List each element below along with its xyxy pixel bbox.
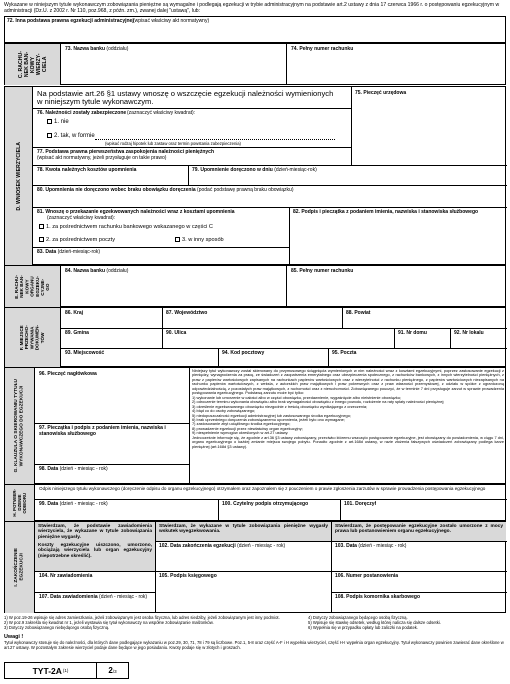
remarks-text: Tytuł wykonawczy stosuje się do należności, dla których dane podlegające wykazaniu w poz.29, 30, 71, 78 i 79 są liczbowe. Poz.1, 5-8 oraz część A-F i H wypełnia wierzyciel, część H-I wypełnia organ egzekucyjny. Tytuł wykonawczy powinien zawierać dane określone w art.27 ustawy. W pozostałym zakresie wierzyciel podaje dane będące w jego posiadaniu. Kwoty podaje się w złotych i groszach. [4, 640, 504, 650]
field-75-label: 75. Pieczęć urzędowa [355, 90, 407, 96]
field-72-box[interactable] [4, 16, 506, 43]
tak-checkbox[interactable] [47, 133, 52, 138]
section-g-title: G. KLAUZULA O SKIEROWANIU TYTUŁU WYKONAWCZEGO DO EGZEKUCJI [5, 368, 35, 484]
i-cell-4: Koszty egzekucyjne uiszczono, umorzono, obciążają wierzyciela lub organ egzekucyjny (niepotrzebne skreślić). [35, 541, 155, 571]
section-d [4, 86, 506, 265]
clause-footer: Jednocześnie informuje się, że zgodnie z art.36 §3 ustawy zobowiązany, przeciwko któremu wszczęto postępowanie egzekucyjne, jest obowiązany do powiadomienia, w ciągu 7 dni, organu egzekucyjnego o każdej zmianie miejsca swojego pobytu. Ponadto zgodnie z art.168d ustawy, w razie złożenia fałszywych oświadczeń zobowiązany podlega karze pieniężnej (art.168d §3 ustawy). [192, 434, 504, 449]
intro-text: Wykazane w niniejszym tytule wykonawczym zobowiązania pieniężne są wymagalne i podlegają egzekucji w trybie administracyjnym na podstawie art.2 ustawy z dnia 17 czerwca 1966 r. o postępowaniu egzekucyjnym w administracji (Dz.U. z 2002 r. Nr 110, poz.968, z późn. zm.), zwanej dalej "ustawą", lub: [4, 2, 500, 15]
field-101-label: 101. Doręczył [344, 501, 376, 507]
field-95-label: 95. Poczta [332, 350, 357, 356]
field-90-label: 90. Ulica [166, 330, 187, 336]
field-96-label: 96. Pieczęć nagłówkowa [39, 371, 97, 377]
section-d-header: Na podstawie art.26 §1 ustawy wnoszę o wszczęcie egzekucji należności wymienionych w niniejszym tytule wykonawczym. [37, 89, 334, 107]
field-77-note: (wpisać akt normatywny, jeżeli przysługuje on takie prawo) [37, 155, 167, 161]
footnotes-left: 1) W poz.19-26 wpisuje się adres zamieszkania, jeżeli zobowiązanym jest osoba fizyczna, lub adres siedziby, jeżeli zobowiązanym jest inny podmiot. 2) W poz.9 zakreśla się kwadrat nr 1, jeżeli wystawia się tytuł wykonawczy na współne zobowiązanie małżonków. 3) Dotyczy zobowiązanego niebędącego osobą fizyczną. [4, 615, 280, 630]
field-73-label: 73. Nazwa banku (oddziału) [65, 46, 129, 52]
field-91-label: 91. Nr domu [398, 330, 427, 336]
opt81-3-checkbox[interactable] [175, 237, 180, 242]
section-c [4, 43, 506, 85]
field-76-label: 76. Należności zostały zabezpieczone [37, 110, 127, 116]
i-cell-1: Stwierdzam, że podstawie zawiadomienia wierzyciela, że wykazane w tytule zobowiązania pieniężne wygasły. [35, 522, 155, 541]
section-d-title: D. WNIOSEK WIERZYCIELA [5, 87, 33, 265]
opt81-1-checkbox[interactable] [39, 224, 44, 229]
field-72-label: 72. Inna podstawa prawna egzekucji administracyjnej [7, 18, 134, 24]
field-79-label: 79. Upomnienie doręczono w dniu (dzień-miesiąc-rok) [192, 167, 317, 173]
field-76-note: (zaznaczyć właściwy kwadrat): [127, 110, 196, 116]
section-f [4, 307, 506, 367]
section-e [4, 265, 506, 307]
form-id: TYT-2A (1) [5, 663, 97, 678]
remarks-title: Uwagi ! [4, 634, 24, 640]
field-94-label: 94. Kod pocztowy [222, 350, 265, 356]
option-81-3[interactable]: 3. w inny sposób [175, 237, 224, 243]
field-98-label: 98. Data (dzień - miesiąc - rok) [39, 466, 108, 472]
field-81-label: 81. Wnoszę o przekazanie egzekwowanych należności wraz z kosztami upomnienia [37, 209, 235, 215]
section-f-title: F. MIEJSCE PRZECHO- WYWANIA DOKUMEN- TÓW [5, 308, 61, 367]
field-89-label: 89. Gmina [65, 330, 89, 336]
i-cell-2: Stwierdzam, że wykazane w tytule zobowiązania pieniężne wygasły wskutek wyegzekwowania. [156, 522, 331, 541]
field-86-label: 86. Kraj [65, 310, 84, 316]
field-108-label: 108. Podpis komornika skarbowego [335, 594, 421, 600]
field-76-sub: (wpisać rodzaj hipotek lub zastaw oraz termin powstania zabezpieczenia) [105, 141, 241, 146]
field-87-label: 87. Województwo [166, 310, 208, 316]
field-72-note: (wpisać właściwy akt normatywny) [133, 18, 210, 24]
field-82-label: 82. Podpis i pieczątka z podaniem imienia, nazwiska i stanowiska służbowego [293, 209, 479, 215]
field-106-label: 106. Numer postanowienia [335, 573, 399, 579]
receipt-text: Odpis niniejszego tytułu wykonawczego (doręczenie odpisu do organu egzekucyjnego) otrzymałem oraz zapoznałem się z pouczeniem o prawie zgłoszenia zarzutów w sprawie prowadzenia postępowania egzekucyjnego [39, 486, 486, 491]
field-103-label: 103. Data (dzień - miesiąc - rok) [335, 543, 407, 549]
field-104-label: 104. Nr zawiadomienia [39, 573, 93, 579]
field-81-note: (zaznaczyć właściwy kwadrat): [47, 215, 116, 221]
field-100-label: 100. Czytelny podpis otrzymującego [222, 501, 309, 507]
field-74-label: 74. Pełny numer rachunku [291, 46, 354, 52]
option-nie[interactable]: 1. nie [47, 119, 69, 125]
option-81-1[interactable]: 1. za pośrednictwem rachunku bankowego wskazanego w części C [39, 224, 213, 230]
i-cell-3: Stwierdzam, że postępowanie egzekucyjne zostało umorzone z mocy prawa lub postanowieniem organu egzekucyjnego. [332, 522, 506, 541]
field-85-label: 85. Pełny numer rachunku [291, 268, 354, 274]
field-78-label: 78. Kwota należnych kosztów upomnienia [37, 167, 137, 173]
field-84-label: 84. Nazwa banku (oddziału) [65, 268, 129, 274]
field-105-label: 105. Podpis księgowego [159, 573, 217, 579]
clause-list: 1) wykonanie lub umorzenie w całości albo w części obowiązku, przedawnienie, wygaśnięcie albo nieistnienie obowiązku; 2) odroczenie terminu wykonania obowiązku albo brak wymagalności obowiązku z innego powodu, rozłożenie na raty spłaty należności pieniężnej; 3) określenie egzekwowanego obowiązku niezgodnie z treścią obowiązku wynikającego z orzeczenia; 4) błąd co do osoby zobowiązanego; 5) niedopuszczalność egzekucji administracyjnej lub zastosowanego środka egzekucyjnego; 6) brak uprzedniego doręczenia zobowiązanemu upomnienia, jeżeli było ono wymagane; 7) zastosowanie zbyt uciążliwego środka egzekucyjnego; 8) prowadzenie egzekucji przez niewłaściwy organ egzekucyjny; 9) niespełnienie wymogów określonych w art.27 ustawy. [192, 394, 445, 436]
option-81-2[interactable]: 2. za pośrednictwem poczty [39, 237, 115, 243]
clause-text: Niniejszy tytuł wykonawczy został skierowany do przymusowego ściągnięcia wymienionych w nim należności wraz z kosztami egzekucyjnymi, poprzez zastosowanie egzekucji z pieniędzy, wynagrodzenia za pracę, ze świadczeń z zaopatrzenia emerytalnego oraz ubezpieczenia społecznego, z rachunków bankowych, z innych wierzytelności pieniężnych, z praw z papierów wartościowych zapisanych na rachunkach papierów wartościowych oraz z wierzytelności z rachunku pieniężnego, z papierów wartościowych niezapisanych na rachunku papierów wartościowych, z weksla, z autorskich praw majątkowych i praw pokrewnych oraz z praw własności przemysłowej, z udziału w spółce z ograniczoną odpowiedzialnością, z pozostałych praw majątkowych, z ruchomości oraz z nieruchomości. Zobowiązanego pouczyć, że w terminie 7 dni przysługuje zarzut w sprawie prowadzenia postępowania egzekucyjnego. Podstawą zarzutu może być tylko: [192, 368, 504, 396]
field-99-label: 99. Data (dzień - miesiąc - rok) [39, 501, 108, 507]
field-83-label: 83. Data (dzień-miesiąc-rok) [37, 249, 101, 255]
option-tak[interactable]: 2. tak, w formie [47, 133, 95, 139]
section-i-title: I. ZAKOŃCZENIE EGZEKUCJI [5, 522, 35, 613]
field-92-label: 92. Nr lokalu [454, 330, 484, 336]
opt81-2-checkbox[interactable] [39, 237, 44, 242]
nie-checkbox[interactable] [47, 119, 52, 124]
field-102-label: 102. Data zakończenia egzekucji (dzień - miesiąc - rok) [159, 543, 286, 549]
section-g [4, 367, 506, 484]
field-77-label: 77. Podstawa prawna pierwszeństwa zaspokojenia należności pieniężnych [37, 149, 215, 155]
field-97-label: 97. Pieczątka i podpis z podaniem imienia, nazwiska i stanowiska służbowego [39, 425, 166, 437]
section-h-title: H. POTWIER- DZENIE ODBIORU [5, 485, 35, 521]
field-80-label: 80. Upomnienia nie doręczono wobec braku obowiązku doręczenia (podać podstawę prawną braku obowiązku) [37, 187, 294, 193]
field-88-label: 88. Powiat [346, 310, 371, 316]
field-93-label: 93. Miejscowość [65, 350, 105, 356]
section-i [4, 521, 506, 613]
field-107-label: 107. Data zawiadomienia (dzień - miesiąc - rok) [39, 594, 148, 600]
section-e-title: E. RACHU- NEK BAN- KOWY ORGANU EGZEKU- CYJNE- GO [5, 266, 61, 307]
section-h [4, 484, 506, 521]
page-number: 2/3 [108, 666, 117, 675]
footnotes-right: 4) Dotyczy zobowiązanego będącego osobą fizyczną. 5) Wpisuje się stawkę odsetek, według której nalicza się dalsze odsetki. 6) Wypełnia się w przypadku opłaty lub zaliczki na podatek. [308, 615, 441, 630]
section-c-title: C. RACHU- NEK BAN- KOWY WIERZY- CIELA [5, 44, 61, 85]
form-id-box [4, 662, 129, 679]
